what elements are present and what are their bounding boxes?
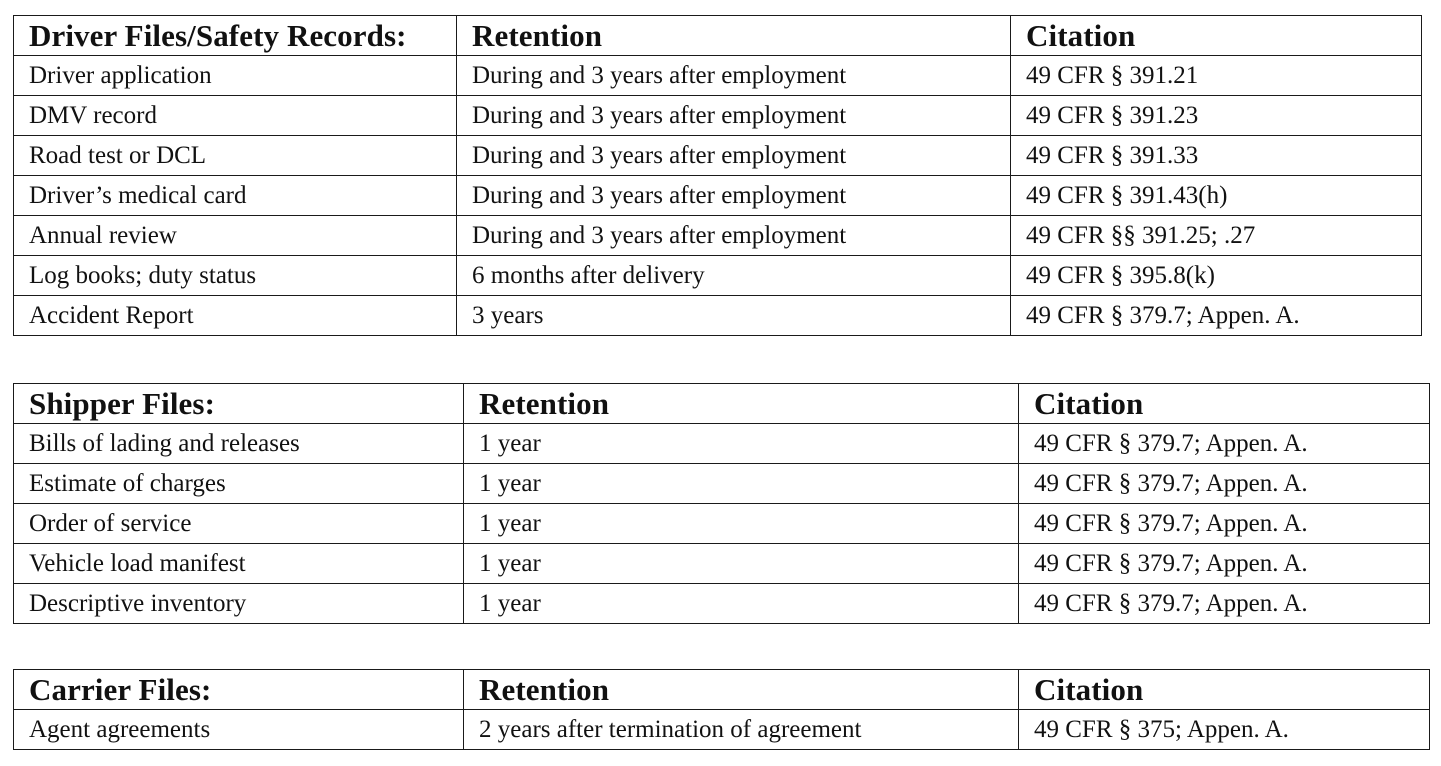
column-header-retention: Retention	[464, 384, 1019, 424]
table-header-row	[14, 16, 1422, 56]
table-row	[14, 96, 1422, 136]
retention-period: During and 3 years after employment	[457, 216, 1011, 256]
retention-period: 1 year	[464, 464, 1019, 504]
retention-period: 1 year	[464, 544, 1019, 584]
citation: 49 CFR § 379.7; Appen. A.	[1019, 464, 1430, 504]
retention-period: During and 3 years after employment	[457, 136, 1011, 176]
retention-period: 6 months after delivery	[457, 256, 1011, 296]
carrier-files-table	[13, 669, 1430, 750]
table-row	[14, 296, 1422, 336]
retention-period: 1 year	[464, 504, 1019, 544]
shipper-files-table	[13, 383, 1430, 624]
record-name: Order of service	[14, 504, 464, 544]
record-name: Annual review	[14, 216, 457, 256]
record-name: Log books; duty status	[14, 256, 457, 296]
retention-period: During and 3 years after employment	[457, 56, 1011, 96]
section-title: Carrier Files:	[14, 670, 464, 710]
citation: 49 CFR § 379.7; Appen. A.	[1019, 504, 1430, 544]
citation: 49 CFR § 379.7; Appen. A.	[1011, 296, 1422, 336]
record-name: DMV record	[14, 96, 457, 136]
citation: 49 CFR § 395.8(k)	[1011, 256, 1422, 296]
table-row	[14, 216, 1422, 256]
column-header-retention: Retention	[457, 16, 1011, 56]
table-row	[14, 424, 1430, 464]
citation: 49 CFR § 375; Appen. A.	[1019, 710, 1430, 750]
record-name: Vehicle load manifest	[14, 544, 464, 584]
citation: 49 CFR § 391.33	[1011, 136, 1422, 176]
column-header-citation: Citation	[1019, 384, 1430, 424]
table-header-row	[14, 384, 1430, 424]
table-row	[14, 136, 1422, 176]
record-name: Accident Report	[14, 296, 457, 336]
column-header-citation: Citation	[1011, 16, 1422, 56]
table-row	[14, 504, 1430, 544]
retention-period: 1 year	[464, 424, 1019, 464]
table-row	[14, 256, 1422, 296]
table-row	[14, 176, 1422, 216]
column-header-retention: Retention	[464, 670, 1019, 710]
table-row	[14, 544, 1430, 584]
retention-period: 1 year	[464, 584, 1019, 624]
table-row	[14, 710, 1430, 750]
citation: 49 CFR § 391.43(h)	[1011, 176, 1422, 216]
record-name: Driver application	[14, 56, 457, 96]
retention-period: During and 3 years after employment	[457, 176, 1011, 216]
citation: 49 CFR § 379.7; Appen. A.	[1019, 584, 1430, 624]
record-name: Estimate of charges	[14, 464, 464, 504]
record-name: Driver’s medical card	[14, 176, 457, 216]
retention-period: 3 years	[457, 296, 1011, 336]
section-title: Driver Files/Safety Records:	[14, 16, 457, 56]
citation: 49 CFR § 379.7; Appen. A.	[1019, 424, 1430, 464]
record-name: Bills of lading and releases	[14, 424, 464, 464]
citation: 49 CFR § 391.23	[1011, 96, 1422, 136]
table-row	[14, 464, 1430, 504]
section-title: Shipper Files:	[14, 384, 464, 424]
column-header-citation: Citation	[1019, 670, 1430, 710]
record-name: Descriptive inventory	[14, 584, 464, 624]
record-name: Road test or DCL	[14, 136, 457, 176]
citation: 49 CFR § 391.21	[1011, 56, 1422, 96]
citation: 49 CFR §§ 391.25; .27	[1011, 216, 1422, 256]
record-name: Agent agreements	[14, 710, 464, 750]
table-row	[14, 56, 1422, 96]
driver-files-table	[13, 15, 1422, 336]
retention-period: During and 3 years after employment	[457, 96, 1011, 136]
retention-period: 2 years after termination of agreement	[464, 710, 1019, 750]
citation: 49 CFR § 379.7; Appen. A.	[1019, 544, 1430, 584]
table-header-row	[14, 670, 1430, 710]
table-row	[14, 584, 1430, 624]
